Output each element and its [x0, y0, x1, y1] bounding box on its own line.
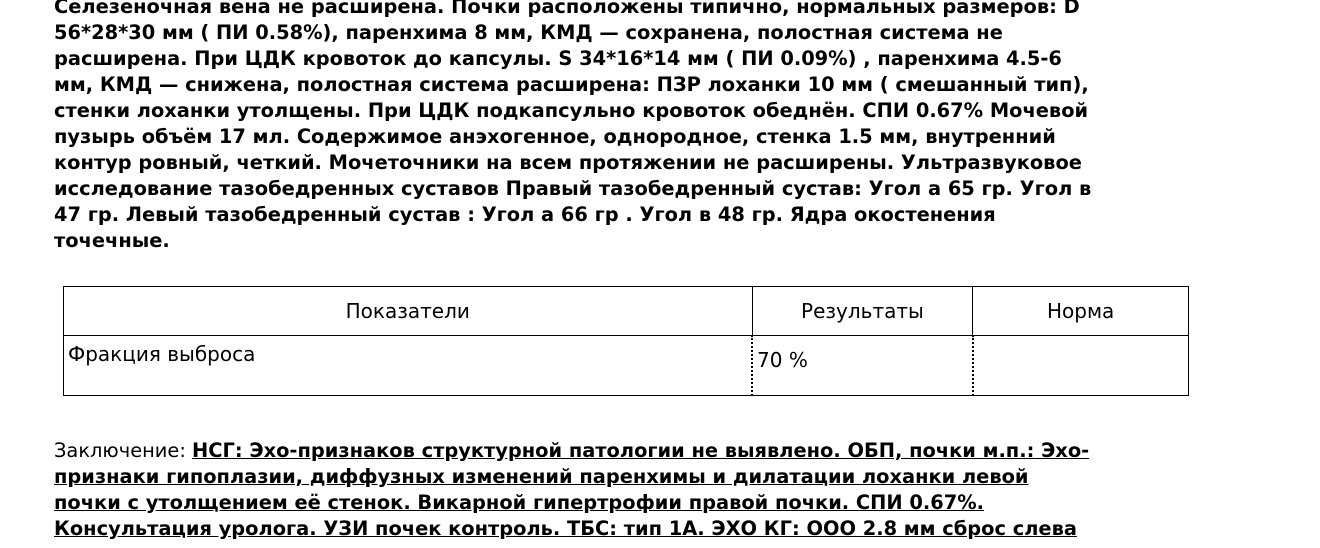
conclusion-label: Заключение:: [54, 439, 193, 462]
report-line: стенки лоханки утолщены. При ЦДК подкапсульно кровоток обеднён. СПИ 0.67% Мочевой: [54, 99, 1089, 122]
report-line: контур ровный, четкий. Мочеточники на всем протяжении не расширены. Ультразвуковое: [54, 151, 1082, 174]
conclusion-underlined: НСГ: Эхо-признаков структурной патологии не выявлено. ОБП, почки м.п.: Эхо-: [192, 439, 1090, 462]
report-line: 56*28*30 мм ( ПИ 0.58%), паренхима 8 мм, КМД — сохранена, полостная система не: [54, 21, 1003, 44]
report-line: пузырь объём 17 мл. Содержимое анэхогенное, однородное, стенка 1.5 мм, внутренний: [54, 125, 1056, 148]
header-indicators: Показатели: [64, 287, 753, 336]
table-header-row: [64, 287, 1189, 336]
conclusion-text: [54, 438, 1274, 542]
report-body-text: [54, 0, 1254, 254]
report-line: исследование тазобедренных суставов Правый тазобедренный сустав: Угол a 65 гр. Угол в: [54, 177, 1092, 200]
results-table: [63, 286, 1189, 396]
conclusion-line: признаки гипоплазии, диффузных изменений паренхимы и дилатации лоханки левой: [54, 465, 1029, 488]
conclusion-line: Консультация уролога. УЗИ почек контроль. ТБС: тип 1А. ЭХО КГ: ООО 2.8 мм сброс слева: [54, 517, 1077, 540]
cell-result: 70 %: [752, 336, 973, 396]
report-line: мм, КМД — снижена, полостная система расширена: ПЗР лоханки 10 мм ( смешанный тип),: [54, 73, 1089, 96]
report-line: расширена. При ЦДК кровоток до капсулы. S 34*16*14 мм ( ПИ 0.09%) , паренхима 4.5-6: [54, 47, 1062, 70]
conclusion-line: почки с утолщением её стенок. Викарной гипертрофии правой почки. СПИ 0.67%.: [54, 491, 984, 514]
header-norm: Норма: [973, 287, 1189, 336]
table-row: [64, 336, 1189, 396]
report-line: Селезеночная вена не расширена. Почки расположены типично, нормальных размеров: D: [54, 0, 1080, 18]
report-line: 47 гр. Левый тазобедренный сустав : Угол a 66 гр . Угол в 48 гр. Ядра окостенения: [54, 203, 996, 226]
report-line: точечные.: [54, 229, 170, 252]
conclusion-line: [54, 438, 1274, 464]
cell-parameter: Фракция выброса: [64, 336, 753, 396]
header-results: Результаты: [752, 287, 973, 336]
cell-norm: [973, 336, 1189, 396]
